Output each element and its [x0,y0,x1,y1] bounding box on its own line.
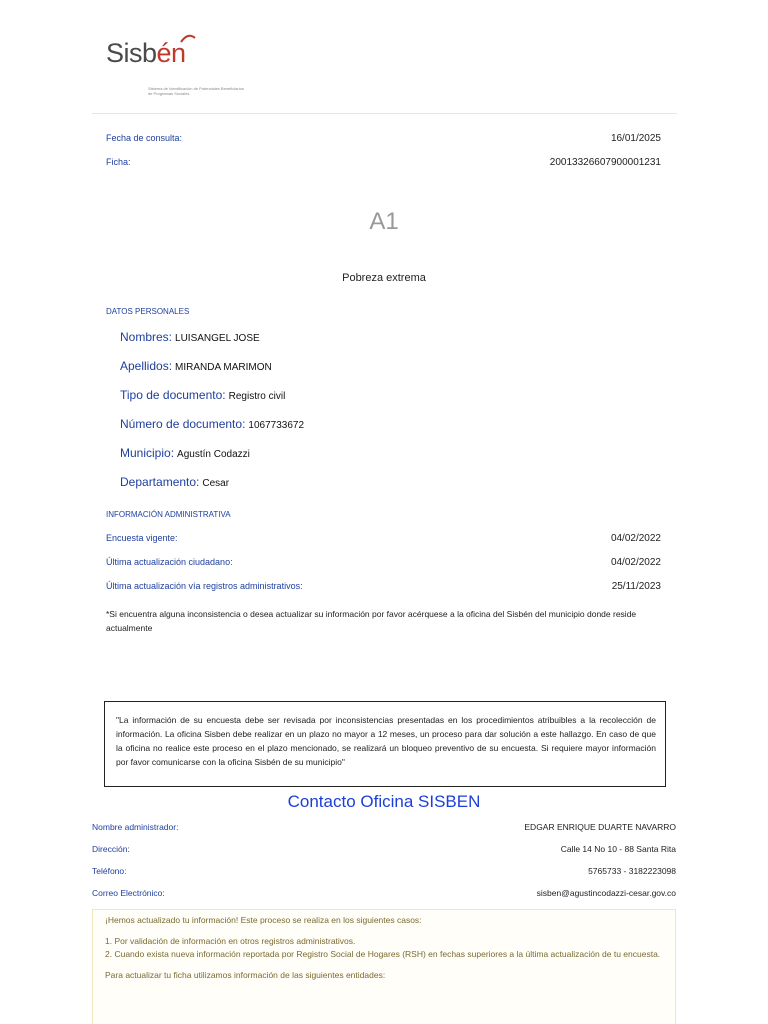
update-item-2: 2. Cuando exista nueva información reportada por Registro Social de Hogares (RSH) en fechas superiores a la última actualización de tu encuesta. [105,949,661,959]
field-label: Municipio: [120,446,175,460]
phone-value: 5765733 - 3182223098 [588,866,676,876]
update-intro: ¡Hemos actualizado tu información! Este proceso se realiza en los siguientes casos: [105,915,422,925]
email-label: Correo Electrónico: [92,888,165,898]
field-tipo-documento [120,388,285,402]
classification-description: Pobreza extrema [342,272,426,284]
sisben-logo [106,38,244,98]
field-municipio [120,446,250,460]
logo-tagline: Sistema de Identificación de Potenciales Beneficiarios de Programas Sociales [148,86,244,96]
field-label: Número de documento: [120,417,246,431]
address-label: Dirección: [92,844,130,854]
logo-wordmark [106,38,186,69]
ficha-label: Ficha: [106,157,131,167]
notice-box [104,701,666,787]
admin-name-label: Nombre administrador: [92,822,179,832]
actualizacion-ciudadano-label: Última actualización ciudadano: [106,557,233,567]
actualizacion-registros-value: 25/11/2023 [611,581,661,592]
update-item-1: 1. Por validación de información en otros registros administrativos. [105,936,356,946]
email-value[interactable]: sisben@agustincodazzi-cesar.gov.co [536,888,676,898]
field-label: Tipo de documento: [120,388,226,402]
field-value: Registro civil [228,391,286,402]
encuesta-vigente-label: Encuesta vigente: [106,533,178,543]
logo-swoosh-icon [179,34,197,44]
field-numero-documento [120,417,304,431]
actualizacion-ciudadano-value: 04/02/2022 [610,557,661,568]
header-divider [92,113,677,114]
field-label: Departamento: [120,475,200,489]
classification-grade: A1 [369,208,399,235]
field-label: Nombres: [120,330,173,344]
field-value: Cesar [202,478,230,489]
field-apellidos [120,359,272,373]
actualizacion-registros-label: Última actualización vía registros administrativos: [106,581,303,591]
field-value: LUISANGEL JOSE [175,333,260,344]
fecha-label: Fecha de consulta: [106,133,183,143]
field-value: 1067733672 [248,420,305,431]
address-value: Calle 14 No 10 - 88 Santa Rita [560,844,676,854]
personal-section-title: DATOS PERSONALES [106,307,190,316]
phone-label: Teléfono: [92,866,127,876]
encuesta-vigente-value: 04/02/2022 [610,533,661,544]
inconsistency-note: *Si encuentra alguna inconsistencia o desea actualizar su información por favor acérquese a la oficina del Sisbén del municipio donde reside actualmente [106,609,637,633]
admin-section-title: INFORMACIÓN ADMINISTRATIVA [106,510,231,519]
ficha-value: 20013326607900001231 [549,157,661,168]
contact-title: Contacto Oficina SISBEN [287,792,481,811]
fecha-value: 16/01/2025 [610,133,661,144]
logo-text-accent: én [156,38,186,68]
admin-name-value: EDGAR ENRIQUE DUARTE NAVARRO [524,822,676,832]
logo-text-main: Sisb [106,38,157,68]
update-outro: Para actualizar tu ficha utilizamos información de las siguientes entidades: [105,970,386,980]
field-value: Agustín Codazzi [177,449,250,460]
field-nombres [120,330,260,344]
field-label: Apellidos: [120,359,173,373]
field-value: MIRANDA MARIMON [175,362,272,373]
update-info-panel [92,909,676,1024]
field-departamento [120,475,229,489]
notice-text: "La información de su encuesta debe ser revisada por inconsistencias presentadas en los procedimientos atribuibles a la recolección de información. La oficina Sisben debe realizar en un plazo no mayor a 12 meses, un proceso para dar solución a este hallazgo. En caso de que la oficina no realice este proceso en el plazo mencionado, se realizará un bloqueo preventivo de su encuesta. Si requiere mayor información por favor comunicarse con la oficina Sisbén de su municipio" [116,715,656,767]
